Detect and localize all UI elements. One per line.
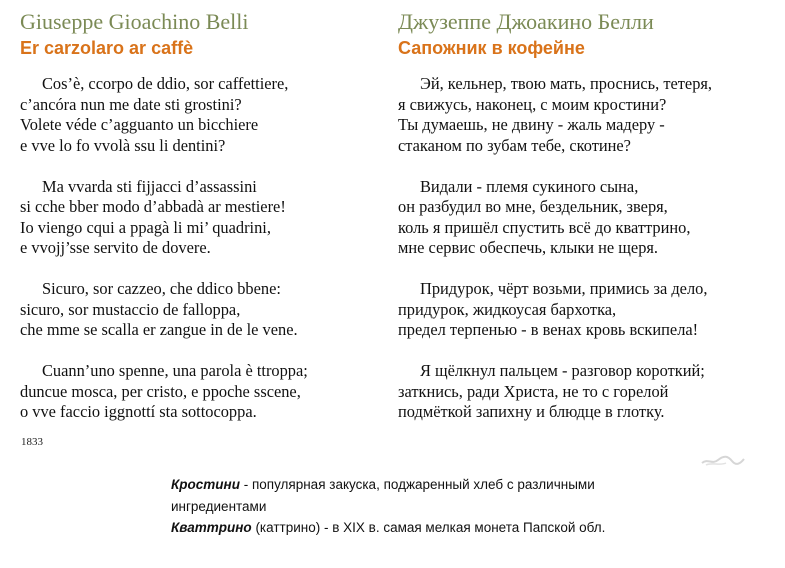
poem-line: Видали - племя сукиного сына,	[420, 176, 639, 196]
poem-line: он разбудил во мне, бездельник, зверя,	[398, 197, 668, 216]
poem-line: c’ancóra nun me date sti grostini?	[20, 94, 242, 114]
stanza	[20, 74, 380, 156]
footnotes	[171, 474, 611, 539]
stanza	[20, 279, 380, 341]
poem-line: Ты думаешь, не двину - жаль мадеру -	[398, 115, 665, 134]
footnote	[171, 474, 611, 517]
poem-line: sicuro, sor mustaccio de falloppa,	[20, 299, 241, 319]
poem-line: Ma vvarda sti fijjacci d’assassini	[42, 176, 257, 196]
watermark-smudge	[700, 452, 746, 468]
stanza	[398, 177, 783, 259]
poem-line: предел терпенью - в венах кровь вскипела!	[398, 320, 699, 339]
poem-line: Cuann’uno spenne, una parola è ttroppa;	[42, 361, 308, 380]
poem-title-russian: Сапожник в кофейне	[398, 38, 585, 58]
poem-line: заткнись, ради Христа, не то с горелой	[398, 381, 669, 401]
footnote-definition: (каттрино) - в XIX в. самая мелкая монета Папской обл.	[251, 520, 606, 535]
poem-line: Придурок, чёрт возьми, примись за дело,	[420, 279, 708, 298]
stanza	[398, 361, 783, 423]
russian-poem-column	[398, 8, 783, 443]
stanza	[398, 279, 783, 341]
poem-line: придурок, жидкоусая бархотка,	[398, 299, 617, 319]
poem-line: подмёткой запихну и блюдце в глотку.	[398, 402, 665, 421]
footnote	[171, 517, 611, 539]
poem-line: che mme se scalla er zangue in de le vene.	[20, 320, 298, 339]
poem-body-russian	[398, 74, 783, 423]
stanza	[398, 74, 783, 156]
author-name-russian: Джузеппе Джоакино Белли	[398, 9, 654, 34]
italian-poem-column	[20, 8, 380, 443]
poem-title-italian: Er carzolaro ar caffè	[20, 38, 194, 58]
stanza	[20, 361, 380, 423]
poem-line: o vve faccio iggnottí sta sottocoppa.	[20, 402, 257, 421]
poem-line: Эй, кельнер, твою мать, проснись, тетеря,	[420, 74, 713, 93]
poem-line: коль я пришёл спустить всё до кваттрино,	[398, 217, 691, 237]
footnote-definition: - популярная закуска, поджаренный хлеб с различными ингредиентами	[171, 477, 595, 514]
poem-line: duncue mosca, per cristo, e ppoche sscene,	[20, 381, 301, 401]
poem-line: Io viengo cqui a ppagà li mi’ quadrini,	[20, 217, 271, 237]
footnote-term: Кростини	[171, 477, 240, 492]
poem-line: Volete véde c’agguanto un bicchiere	[20, 115, 259, 134]
poem-line: Cos’è, ccorpo de ddio, sor caffettiere,	[42, 74, 289, 93]
poem-line: стаканом по зубам тебе, скотине?	[398, 135, 631, 155]
stanza	[20, 177, 380, 259]
poem-line: e vve lo fo vvolà ssu li dentini?	[20, 135, 226, 155]
poem-line: я свижусь, наконец, с моим кростини?	[398, 94, 667, 114]
poem-line: si cche bber modo d’abbadà ar mestiere!	[20, 197, 286, 216]
poem-line: Я щёлкнул пальцем - разговор короткий;	[420, 361, 705, 380]
poem-line: мне сервис обеспечь, клыки не щеря.	[398, 238, 659, 257]
poem-line: Sicuro, sor cazzeo, che ddico bbene:	[42, 279, 281, 298]
poem-year: 1833	[21, 436, 43, 448]
poem-body-italian	[20, 74, 380, 423]
poem-line: e vvojj’sse servito de dovere.	[20, 238, 211, 257]
footnote-term: Кваттрино	[171, 520, 252, 535]
author-name-italian: Giuseppe Gioachino Belli	[20, 9, 249, 34]
